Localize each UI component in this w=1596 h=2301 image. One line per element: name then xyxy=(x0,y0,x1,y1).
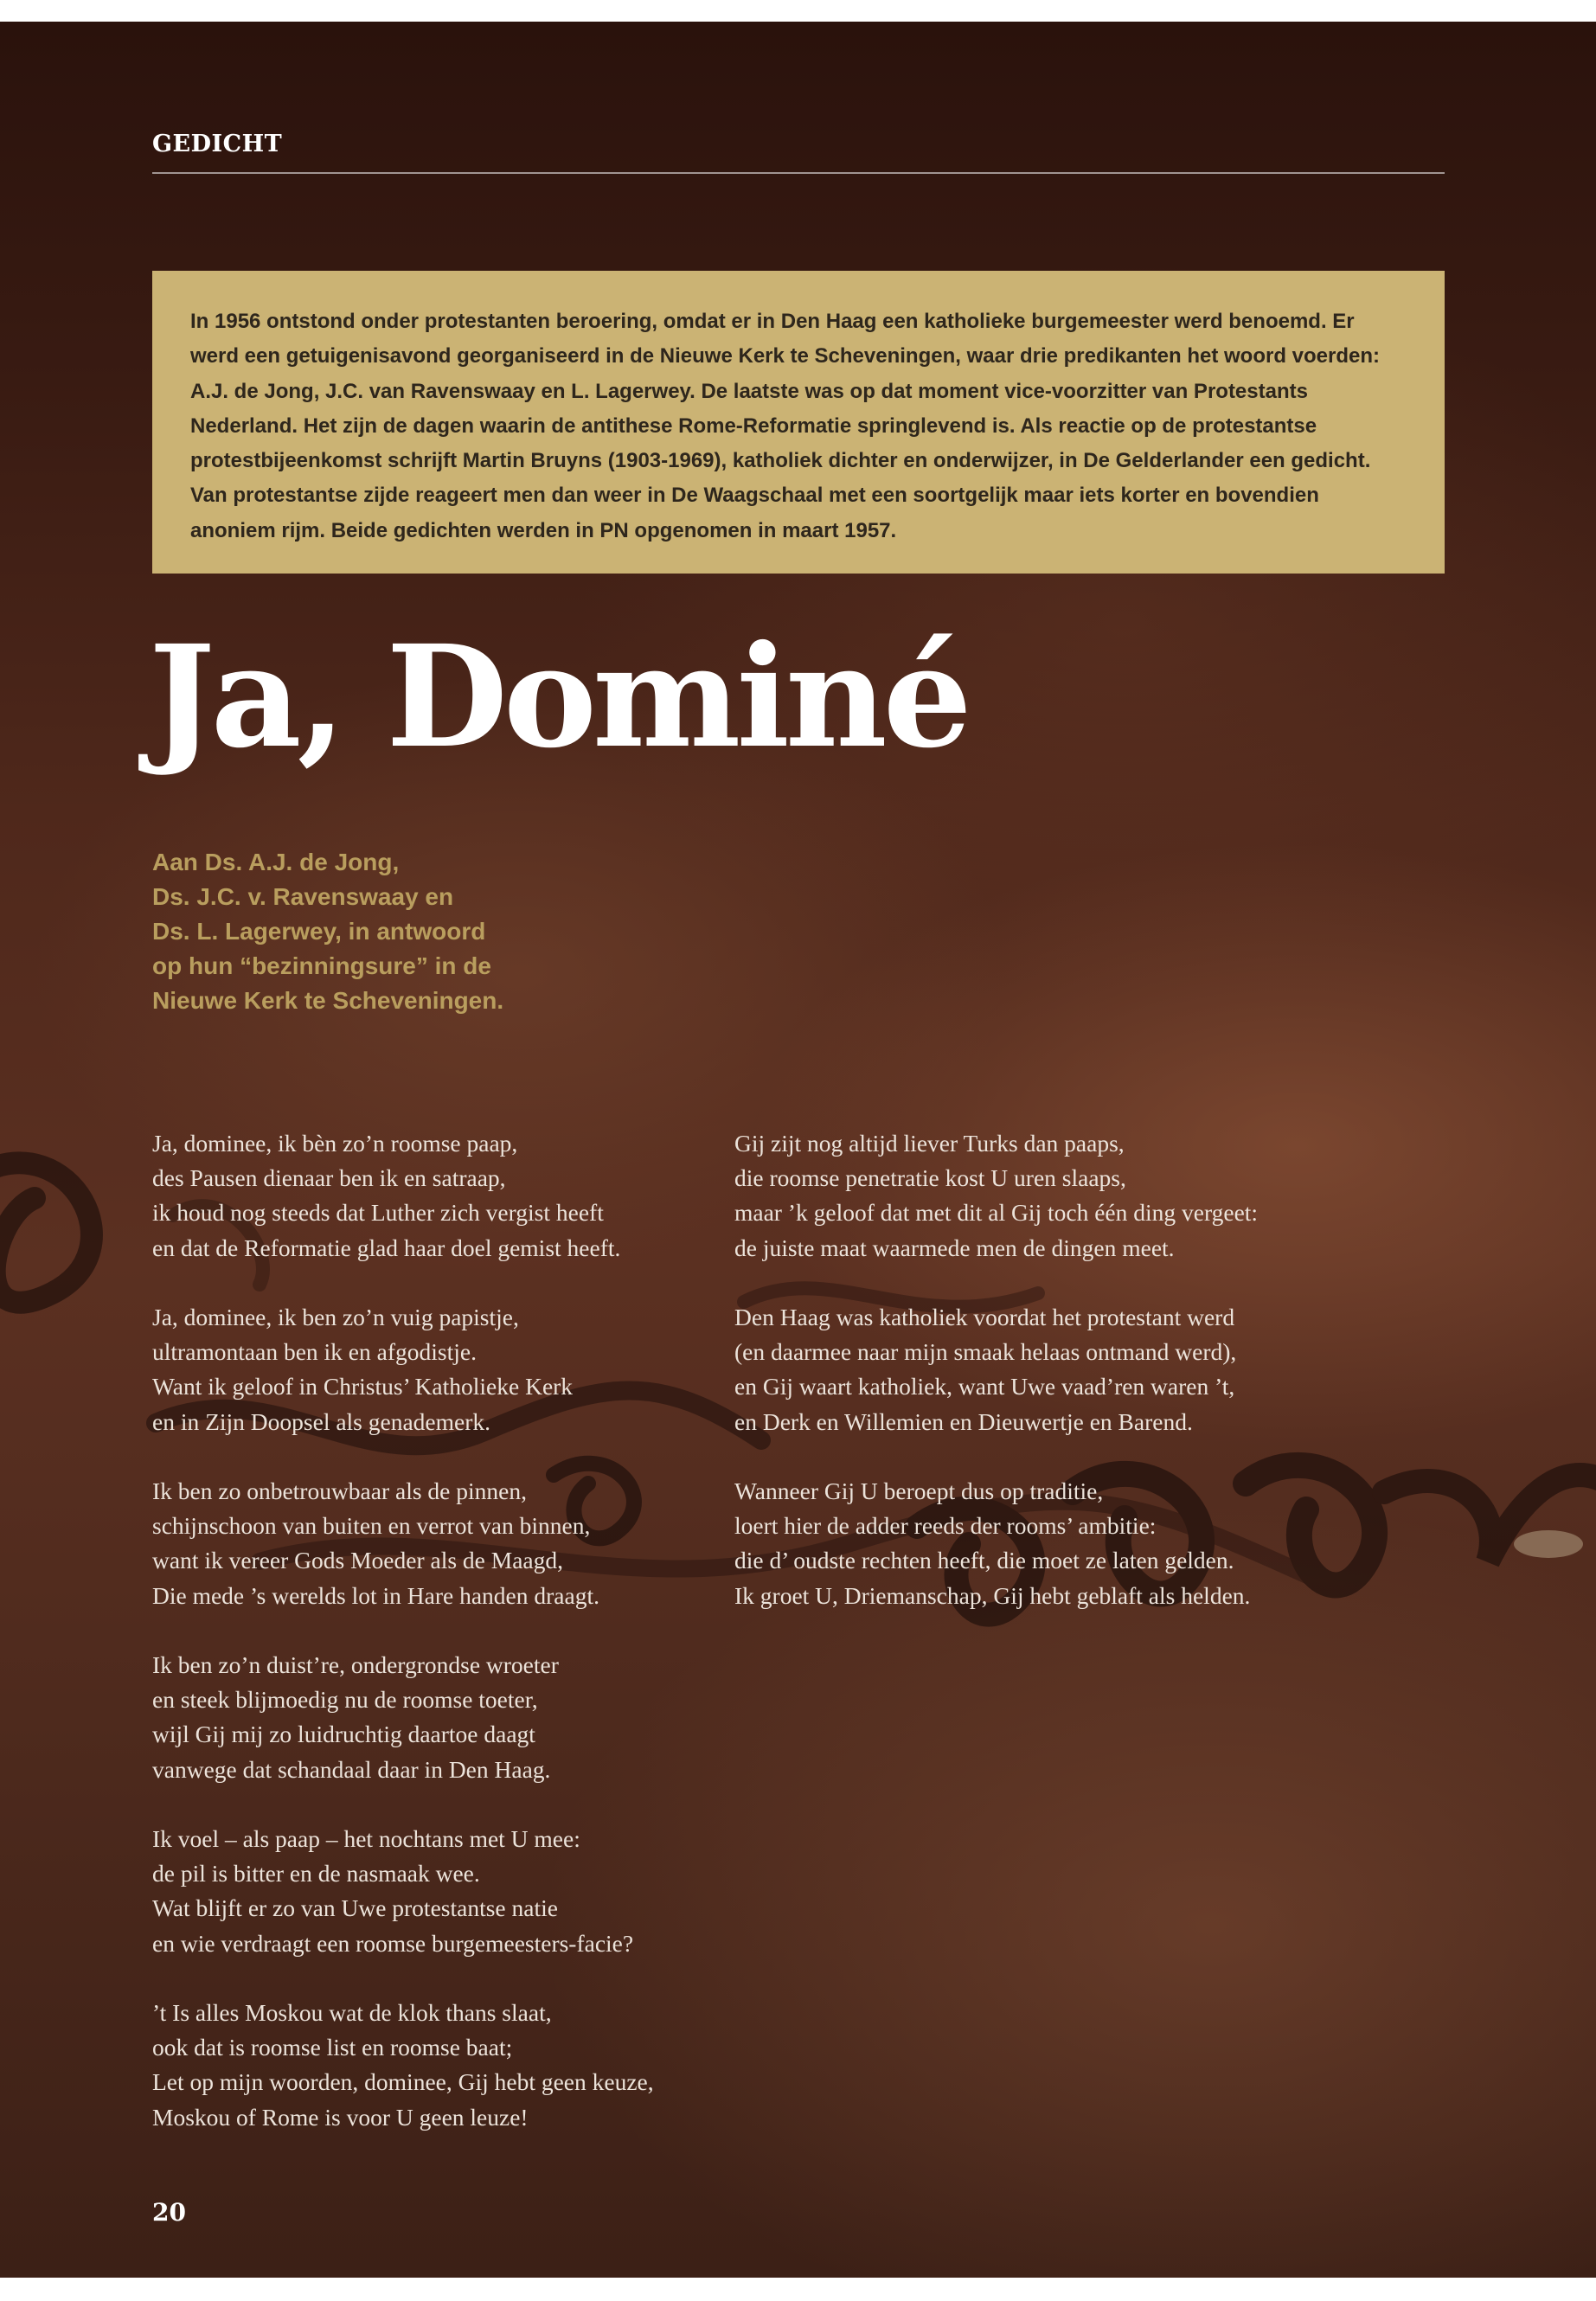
intro-box xyxy=(152,271,1445,574)
poem-column-left xyxy=(152,1126,654,2170)
poem-line: Let op mijn woorden, dominee, Gij hebt geen keuze, xyxy=(152,2068,654,2096)
poem-line: Moskou of Rome is voor U geen leuze! xyxy=(152,2103,529,2131)
poem-line: Ik groet U, Driemanschap, Gij hebt geblaft als helden. xyxy=(734,1581,1251,1609)
stanza xyxy=(734,1300,1258,1439)
intro-text: In 1956 ontstond onder protestanten beroering, omdat er in Den Haag een katholieke burgemeester werd benoemd. Er werd een getuigenisavond georganiseerd in de Nieuwe Kerk te Scheveningen, waar drie predikanten het woord voerden: A.J. de Jong, J.C. van Ravenswaay en L. Lagerwey. De laatste was op dat moment vice-voorzitter van Protestants Nederland. Het zijn de dagen waarin de antithese Rome-Reformatie springlevend is. Als reactie op de protestantse protestbijeenkomst schrijft Martin Bruyns (1903-1969), katholiek dichter en onderwijzer, in De Gelderlander een gedicht. Van protestantse zijde reageert men dan weer in De Waagschaal met een soortgelijk maar iets korter en bovendien anoniem rijm. Beide gedichten werden in PN opgenomen in maart 1957. xyxy=(190,310,1381,542)
dedication-line: op hun “bezinningsure” in de xyxy=(152,952,491,979)
poem-line: Wanneer Gij U beroept dus op traditie, xyxy=(734,1477,1104,1504)
poem-line: ’t Is alles Moskou wat de klok thans slaat, xyxy=(152,1999,552,2026)
stanza xyxy=(152,1822,654,1961)
poem-line: schijnschoon van buiten en verrot van binnen, xyxy=(152,1512,591,1540)
poem-line: de pil is bitter en de nasmaak wee. xyxy=(152,1860,480,1888)
stanza xyxy=(734,1474,1258,1613)
poem-line: Wat blijft er zo van Uwe protestantse natie xyxy=(152,1894,558,1922)
stanza xyxy=(152,1648,654,1787)
dedication-line: Ds. J.C. v. Ravenswaay en xyxy=(152,883,454,910)
poem-line: en dat de Reformatie glad haar doel gemist heeft. xyxy=(152,1234,621,1261)
poem-line: ook dat is roomse list en roomse baat; xyxy=(152,2034,513,2061)
dedication xyxy=(152,845,585,1018)
section-label: GEDICHT xyxy=(152,131,283,157)
poem-line: ultramontaan ben ik en afgodistje. xyxy=(152,1338,477,1366)
poem-line: loert hier de adder reeds der rooms’ ambitie: xyxy=(734,1512,1157,1540)
poem-line: Die mede ’s werelds lot in Hare handen draagt. xyxy=(152,1581,599,1609)
poem-line: en steek blijmoedig nu de roomse toeter, xyxy=(152,1686,538,1714)
poem-line: ik houd nog steeds dat Luther zich vergist heeft xyxy=(152,1199,604,1227)
poem-line: Want ik geloof in Christus’ Katholieke Kerk xyxy=(152,1373,574,1400)
poem-line: Ja, dominee, ik bèn zo’n roomse paap, xyxy=(152,1130,518,1157)
poem-line: Ik ben zo’n duist’re, ondergrondse wroeter xyxy=(152,1651,559,1678)
stanza xyxy=(152,1474,654,1613)
poem-line: vanwege dat schandaal daar in Den Haag. xyxy=(152,1755,551,1783)
stanza xyxy=(152,1300,654,1439)
poem-line: die d’ oudste rechten heeft, die moet ze laten gelden. xyxy=(734,1547,1234,1574)
magazine-page xyxy=(0,22,1596,2278)
poem-line: Den Haag was katholiek voordat het protestant werd xyxy=(734,1304,1235,1330)
poem-line: die roomse penetratie kost U uren slaaps, xyxy=(734,1164,1126,1192)
poem-line: Ik ben zo onbetrouwbaar als de pinnen, xyxy=(152,1477,527,1504)
dedication-line: Nieuwe Kerk te Scheveningen. xyxy=(152,987,504,1014)
stanza xyxy=(152,1126,654,1266)
poem-line: Ja, dominee, ik ben zo’n vuig papistje, xyxy=(152,1304,519,1330)
page-number: 20 xyxy=(152,2198,186,2227)
header-divider xyxy=(152,172,1445,174)
poem-line: Gij zijt nog altijd liever Turks dan paaps, xyxy=(734,1130,1125,1157)
poem-line: maar ’k geloof dat met dit al Gij toch één ding vergeet: xyxy=(734,1199,1259,1227)
poem-line: des Pausen dienaar ben ik en satraap, xyxy=(152,1164,506,1192)
poem-line: en in Zijn Doopsel als genademerk. xyxy=(152,1407,491,1435)
poem-column-right xyxy=(734,1126,1258,1648)
poem-line: de juiste maat waarmede men de dingen meet. xyxy=(734,1234,1175,1261)
stanza xyxy=(152,1996,654,2135)
poem-line: en wie verdraagt een roomse burgemeesters-facie? xyxy=(152,1929,634,1957)
poem-title: Ja, Dominé xyxy=(149,615,968,779)
dedication-line: Aan Ds. A.J. de Jong, xyxy=(152,849,400,875)
dedication-line: Ds. L. Lagerwey, in antwoord xyxy=(152,918,486,945)
poem-line: (en daarmee naar mijn smaak helaas ontmand werd), xyxy=(734,1338,1237,1366)
poem-line: en Derk en Willemien en Dieuwertje en Barend. xyxy=(734,1407,1193,1435)
poem-line: want ik vereer Gods Moeder als de Maagd, xyxy=(152,1547,563,1574)
poem-line: en Gij waart katholiek, want Uwe vaad’ren waren ’t, xyxy=(734,1373,1235,1400)
stanza xyxy=(734,1126,1258,1266)
poem-line: Ik voel – als paap – het nochtans met U mee: xyxy=(152,1825,580,1852)
poem-line: wijl Gij mij zo luidruchtig daartoe daagt xyxy=(152,1721,535,1748)
